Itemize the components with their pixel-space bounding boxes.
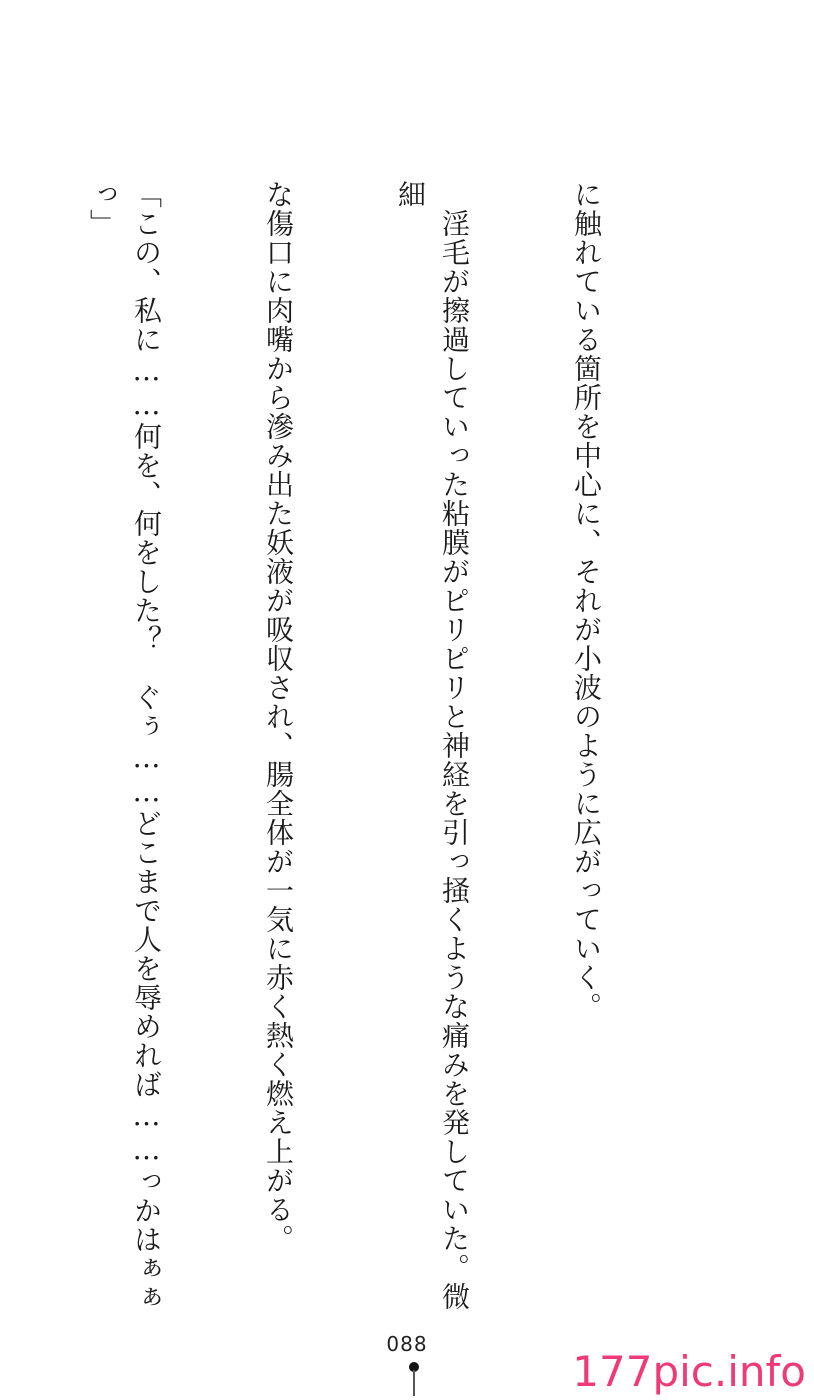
- text-line: な傷口に肉嘴から滲み出た妖液が吸収され、腸全体が一気に赤く熱く燃え上がる。: [262, 180, 295, 1253]
- page-number: 088: [386, 1332, 428, 1356]
- watermark-text: 177pic.info: [572, 1347, 806, 1396]
- text-line: に触れている箇所を中心に、それが小波のように広がっていく。: [570, 180, 603, 1021]
- vertical-text-body: [0, 180, 696, 1330]
- text-line: 「この、私に……何を、何をした？ ぐぅ……どこまで人を辱めれば……っかはぁぁっ」: [86, 180, 163, 1312]
- page-marker-line: [413, 1370, 415, 1396]
- text-line: 淫毛が擦過していった粘膜がピリピリと神経を引っ掻くような痛みを発していた。微細: [394, 180, 471, 1311]
